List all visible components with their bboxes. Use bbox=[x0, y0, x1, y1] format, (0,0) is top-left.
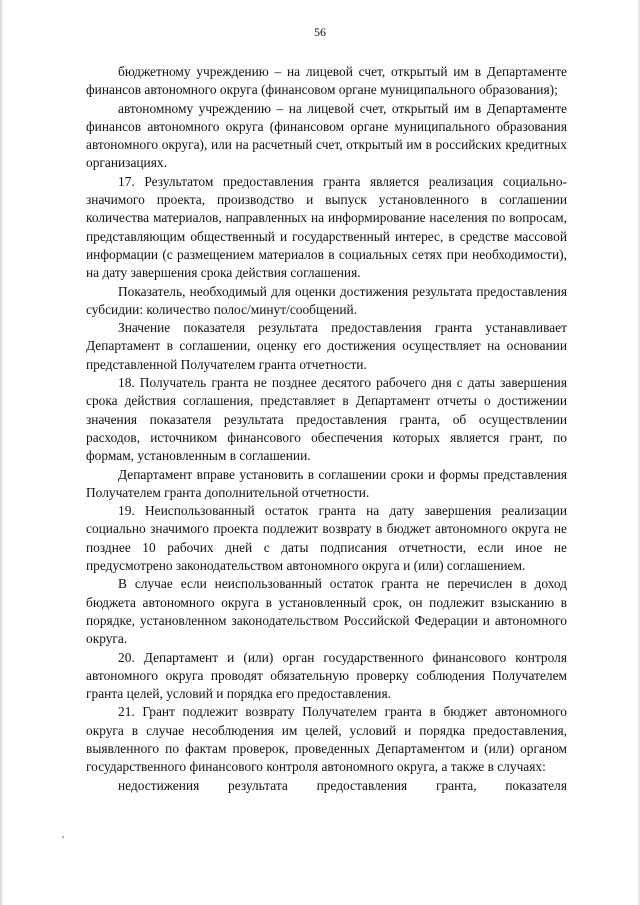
paragraph-autonomous-institution: автономному учреждению – на лицевой счет, открытый им в Департаменте финансов автономного округа (финансовом органе муниципального образования автономного округа), или на расчетный счет, открытый им в российских кредитных организациях. bbox=[86, 100, 567, 171]
paragraph-21-return: 21. Грант подлежит возврату Получателем гранта в бюджет автономного округа в случае несоблюдения им целей, условий и порядка предоставления, выявленного по фактам проверок, проведенных Департаментом и (или) органом государственного финансового контроля автономного округа, а также в случаях: bbox=[86, 704, 567, 775]
document-body bbox=[86, 63, 567, 795]
paragraph-non-achievement: недостижения результата предоставления гранта, показателя bbox=[118, 777, 567, 793]
paragraph-indicator-value: Значение показателя результата предоставления гранта устанавливает Департамент в соглашении, оценку его достижения осуществляет на основании представленной Получателем гранта отчетности. bbox=[86, 320, 567, 372]
paragraph-20-inspection: 20. Департамент и (или) орган государственного финансового контроля автономного округа проводят обязательную проверку соблюдения Получателем гранта целей, условий и порядка его предоставления. bbox=[86, 649, 567, 702]
paragraph-indicator: Показатель, необходимый для оценки достижения результата предоставления субсидии: количество полос/минут/сообщений. bbox=[86, 283, 567, 317]
paragraph-17-result: 17. Результатом предоставления гранта является реализация социально-значимого проекта, производство и выпуск установленного в соглашении количества материалов, направленных на информирование населения по вопросам, представляющим общественный и государственный интерес, в средстве массовой информации (с размещением материалов в социальных сетях при необходимости), на дату завершения срока действия соглашения. bbox=[86, 173, 567, 281]
scan-dot-mark bbox=[62, 836, 64, 838]
paragraph-18-reports: 18. Получатель гранта не позднее десятого рабочего дня с даты завершения срока действия соглашения, представляет в Департамент отчеты о достижении значения показателя результата предоставления гранта, об осуществлении расходов, источником финансового обеспечения которых является грант, по формам, установленным в соглашении. bbox=[86, 375, 567, 464]
paragraph-additional-reporting: Департамент вправе установить в соглашении сроки и формы представления Получателем гранта дополнительной отчетности. bbox=[86, 466, 567, 500]
scan-left-edge bbox=[0, 0, 3, 905]
paragraph-recovery: В случае если неиспользованный остаток гранта не перечислен в доход бюджета автономного округа в установленный срок, он подлежит взысканию в порядке, установленном законодательством Российской Федерации и автономного округа. bbox=[86, 576, 567, 647]
paragraph-19-unused-balance: 19. Неиспользованный остаток гранта на дату завершения реализации социально значимого проекта подлежит возврату в бюджет автономного округа не позднее 10 рабочих дней с даты подписания отчетности, если иное не предусмотрено законодательством автономного округа и (или) соглашением. bbox=[86, 503, 567, 574]
paragraph-budget-institution: бюджетному учреждению – на лицевой счет, открытый им в Департаменте финансов автономного округа (финансовом органе муниципального образования); bbox=[86, 64, 567, 98]
page-number: 56 bbox=[314, 25, 326, 39]
